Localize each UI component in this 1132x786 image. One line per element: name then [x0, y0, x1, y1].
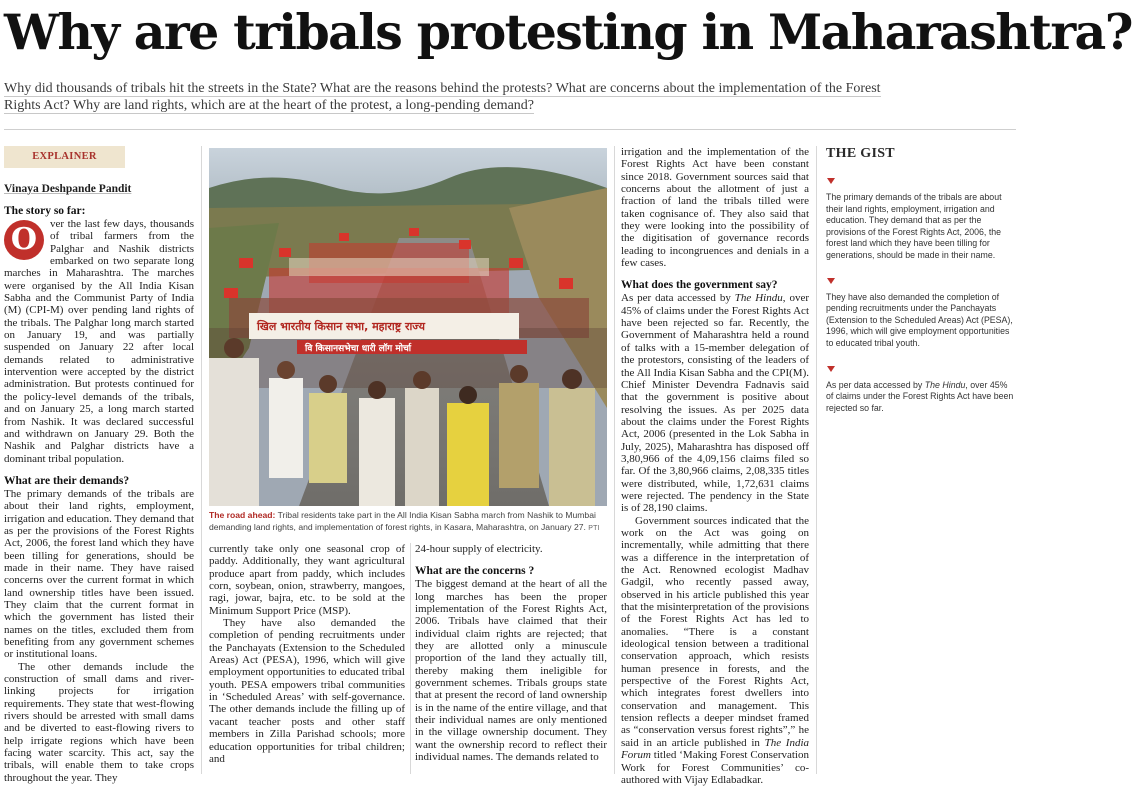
publication-name: The Hindu [924, 379, 966, 390]
publication-name: The India Forum [621, 736, 809, 762]
gist-item [826, 278, 1016, 350]
gist-item [826, 178, 1016, 262]
photo-caption [209, 510, 607, 534]
demands-paragraph-2: The other demands include the construction of small dams and river-linking projects for irrigation requirements. They state that west-flowing rivers should be arrested with small dams and be diverted to east-flowing rivers to help irrigate regions which have been facing water scarcity. This act, say the tribals, will enable them to take crops throughout the year. They [4, 660, 194, 784]
header-divider [4, 129, 1016, 130]
spacer [4, 465, 194, 475]
photo-credit: PTI [588, 524, 600, 532]
demands-heading: What are their demands? [4, 474, 130, 487]
text-run: As per data accessed by [621, 292, 735, 305]
section-label: EXPLAINER [4, 146, 125, 168]
byline[interactable]: Vinaya Deshpande Pandit [4, 183, 132, 195]
red-triangle-icon [827, 278, 835, 284]
banner-text-2: वि किसानसभेचा धारी लॉग मोर्चा [305, 344, 412, 354]
gist-item-text: They have also demanded the completion of pending recruitments under the Panchayats (Extension to the Scheduled Areas) Act (PESA), 1996, which will give employment opportunities to educated tribal youth. [826, 291, 1013, 348]
concerns-heading: What are the concerns ? [415, 565, 535, 578]
text-run: As per data accessed by [826, 379, 925, 390]
column-5 [621, 146, 809, 786]
story-heading: The story so far: [4, 205, 86, 217]
concerns-lead: 24-hour supply of electricity. [415, 543, 543, 555]
gist-item-text [826, 380, 1016, 415]
text-run: , over 45% of claims under the Forest Rights Act have been rejected so far. Recently, the Government of Maharashtra held a round of talks with a 15-member delegation of the protestors, consisting of the leaders of the All India Kisan Sabha and the CPI(M). Chief Minister Devendra Fadnavis said that the government is positive about resolving the issues. As per 2025 data about the claims under the Forest Rights Act, 2006 (presented in the Lok Sabha in July, 2025), Maharashtra has disposed off 3,80,966 of the 4,09,156 claims filed so far. Of the 3,80,966 claims, 2,08,335 titles were distributed, while, 1,72,631 claims were rejected. The pendency in the State is of 28,190 claims. [621, 292, 809, 515]
column-3 [209, 543, 405, 765]
publication-name: The Hindu [734, 292, 783, 305]
standfirst-line-2: Rights Act? Why are land rights, which are at the heart of the protest, a long-pending demand? [4, 98, 535, 113]
gist-item [826, 366, 1016, 415]
march-photo-illustration [209, 148, 607, 506]
concerns-paragraph: The biggest demand at the heart of all the long marches has been the proper implementation of the Forest Rights Act, 2006. Tribals have claimed that their individual claim rights are rejected; that they are allotted only a minuscule proportion of the land they actually till, thereby making them ineligible for government schemes. Tribals groups state that at present the record of land ownership is in the name of the entire village, and that their individual names are only mentioned in the village ownership document. They want the ownership record to reflect their individual names. The demands related to [415, 578, 607, 764]
column-divider [410, 543, 411, 774]
demands-paragraph-4: They have also demanded the completion of pending recruitments under the Panchayats (Extension to the Scheduled Areas) Act (PESA), 1996, which will give employment opportunities to educated tribal youth. PESA empowers tribal communities in ‘Scheduled Areas’ with self-governance. The other demands include the filling up of vacant teacher posts and other staff members in Zilla Parishad schools; more education opportunities for tribal children; and [209, 617, 405, 765]
text-run: , over 45% of claims under the Forest Rights Act have been rejected so far. [826, 379, 1014, 413]
spacer [621, 269, 809, 279]
gist-item-text: The primary demands of the tribals are about their land rights, employment, irrigation and education. They demand that as per the provisions of the Forest Rights Act, 2006, the forest land which they have been tilling for generations, should be made in their name. [826, 192, 1002, 260]
spacer [415, 555, 607, 565]
demands-paragraph-3: currently take only one seasonal crop of paddy. Additionally, they want agricultural produce apart from paddy, which includes corn, soybean, onion, strawberry, mangoes, ragi, jowar, bajra, etc. to be sold at the Minimum Support Price (MSP). [209, 543, 405, 617]
government-heading: What does the government say? [621, 279, 778, 292]
banner-text-1: खिल भारतीय किसान सभा, महाराष्ट्र राज्य [257, 320, 425, 333]
march-photo [209, 148, 607, 506]
demands-paragraph-1: The primary demands of the tribals are about their land rights, employment, irrigation and education. They demand that as per the provisions of the Forest Rights Act, 2006, the forest land which they have been tilling for generations, should be made in their name. They have raised concerns over the current format in which land ownership titles have been issued. They claim that the current format in which the government has listed their names on the titles, excluded them from benefiting from any government schemes or institutional loans. [4, 487, 194, 661]
column-divider [201, 146, 202, 774]
government-paragraph [621, 292, 809, 514]
standfirst-line-1: Why did thousands of tribals hit the streets in the State? What are the reasons behind the protests? What are concerns about the implementation of the Forest [4, 81, 881, 96]
text-run: Government sources indicated that the work on the Act was going on incrementally, while admitting that there was a difference in the interpretation of the Act. Renowned ecologist Madhav Gadgil, who recently passed away, observed in his article published this year that the misinterpretation of the provisions of the Forest Rights Act has led to anomalies. “There is a constant ideological tension between a traditional conservation approach, which resists human presence in forests, and the perspective of the Forest Rights Act, which integrates forest dwellers into conservation and management. This tension reflects a deeper mindset framed as “conservation versus forest rights”,” he said in an article published in [621, 514, 809, 749]
caption-lead: The road ahead: [209, 510, 276, 520]
column-1 [4, 146, 194, 784]
gist-sidebar [826, 146, 1016, 430]
sources-paragraph [621, 515, 809, 786]
column-divider [816, 146, 817, 774]
red-triangle-icon [827, 366, 835, 372]
standfirst [4, 80, 904, 114]
column-divider [614, 146, 615, 774]
column5-paragraph-1: irrigation and the implementation of the Forest Rights Act have been constant since 2018. Government sources said that concerns about the allotment of just a fraction of land the tribals tilled were taken cognisance of. They also said that they were looking into the possibility of the digitisation of governance records leading to incongruences and denials in a few cases. [621, 146, 809, 270]
column-4 [415, 543, 607, 764]
text-run: titled ‘Making Forest Conservation Work for Forest Communities’ co-authored with Vijay Edlabadkar. [621, 749, 809, 786]
caption-text: Tribal residents take part in the All India Kisan Sabha march from Nashik to Mumbai demanding land rights, and implementation of forest rights, in Kasara, Maharashtra, on January 27. [209, 510, 596, 532]
gist-title: THE GIST [826, 146, 895, 161]
red-triangle-icon [827, 178, 835, 184]
headline: Why are tribals protesting in Maharashtra? [4, 3, 1132, 61]
story-text: ver the last few days, thousands of tribal farmers from the Palghar and Nashik districts embarked on two separate long marches in Maharashtra. The marches were organised by the All India Kisan Sabha and the Communist Party of India (M) (CPI-M) over pending land rights of the tribals. The Palghar long march started on January 19, and was partially suspended on January 22 after local demands related to administrative intervention were accepted by the district administration. But protests continued for the policy-level demands of the tribals, and on January 25, a long march started from Nashik. It was declared successful and withdrawn on January 29. Both the Nashik and Palghar districts have a dominant tribal population. [4, 218, 194, 465]
story-paragraph [4, 218, 194, 465]
drop-cap: O [4, 220, 44, 260]
